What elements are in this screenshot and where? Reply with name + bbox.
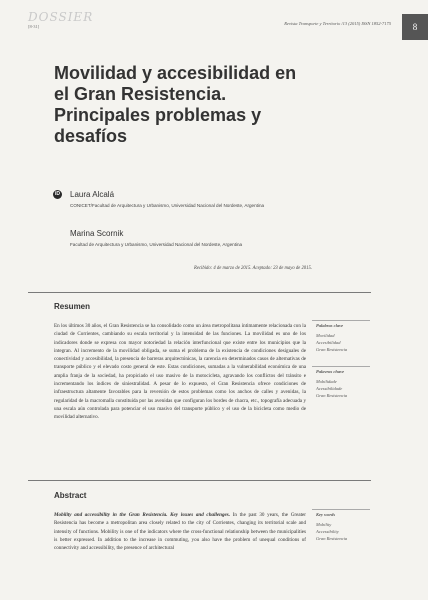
page-number: 8 [402,14,428,40]
resumen-heading: Resumen [54,302,91,311]
section-divider [28,292,371,293]
section-divider [28,480,371,481]
abstract-body: In the past 30 years, the Greater Resistencia has become a metropolitan area closely related to the city of Corrientes, changing its territorial scale and intensity of functions. Mobility is one of the indicators where the cross-functional relationship between the municipalities is better expressed. In addition to the increase in commuting, you also have the problem of unequal conditions of connectivity and accessibility, the presence of architectural [54,512,306,552]
author-affiliation: Facultad de Arquitectura y Urbanismo, Universidad Nacional del Nordeste, Argentina [70,242,243,247]
keywords-divider [312,509,370,510]
journal-info: Revista Transporte y Territorio /13 (2015) ISSN 1852-7175 [284,21,391,26]
keyword: Accesibilidad [316,340,341,345]
article-title: Movilidad y accesibilidad en el Gran Resistencia. Principales problemas y desafíos [54,63,297,146]
orcid-icon[interactable]: iD [55,191,60,197]
page-range: [8-31] [28,24,40,29]
keyword: Accessibility [316,529,339,534]
keywords-list [316,332,347,353]
section-label: DOSSIER [28,10,94,24]
keywords-label-en: Key words [316,512,336,517]
keyword: Gran Resistencia [316,393,348,398]
abstract-heading: Abstract [54,491,87,500]
keywords-divider [312,320,370,321]
abstract-text [54,511,306,552]
author-name: Marina Scornik [70,229,124,238]
keywords-list-en [316,521,347,542]
keywords-list-pt [316,378,347,399]
keywords-label-pt: Palavras chave [316,369,345,374]
keyword: Mobilidade [316,379,337,384]
abstract-title-line: Mobility and accessibility in the Gran Resistencia. Key issues and challenges. [54,512,231,518]
keyword: Gran Resistencia [316,536,348,541]
author-name: Laura Alcalá [70,190,115,199]
keywords-divider [312,366,370,367]
received-dates: Recibido: 4 de marzo de 2015. Aceptado: 23 de mayo de 2015. [194,266,312,271]
keyword: Mobility [316,522,332,527]
keyword: Movilidad [316,333,335,338]
resumen-text: En los últimos 30 años, el Gran Resistencia se ha consolidado como un área metropolitana íntimamente relacionada con la ciudad de Corrientes, cambiando su escala territorial y la intensidad de las funciones. La movilidad es uno de los indicadores donde se expresa con mayor notoriedad la relación interfuncional que existe entre los municipios que la integran. Al incremento de la movilidad obligada, se suma el problema de la existencia de condiciones desiguales de conectividad y accesibilidad, la presencia de barreras arquitectónicas, la carencia en determinados casos de alternativas de transporte público y el elevado costo general de este. Estas condiciones, sumadas a la vulnerabilidad económica de una amplia franja de la sociedad, ha propiciado el uso masivo de la motocicleta, agravando los conflictos del tránsito e incrementando los índices de siniestralidad. A pesar de lo expuesto, el Gran Resistencia ofrece condiciones de infraestructura altamente favorables para la reversión de estos problemas como los anchos de calles y avenidas, la regularidad de la macromalla constituida por las avenidas que configuran los bordes de chacra, etc., topografía adecuada y una escala aún controlada para potenciar el uso masivo del transporte público y el uso de la bicicleta como medio de movilidad alternativo. [54,323,306,421]
keyword: Gran Resistencia [316,347,348,352]
keywords-label: Palabras clave [316,323,344,328]
author-affiliation: CONICET/Facultad de Arquitectura y Urbanismo, Universidad Nacional del Nordeste, Argentina [70,203,265,208]
keyword: Acessibilidade [316,386,343,391]
